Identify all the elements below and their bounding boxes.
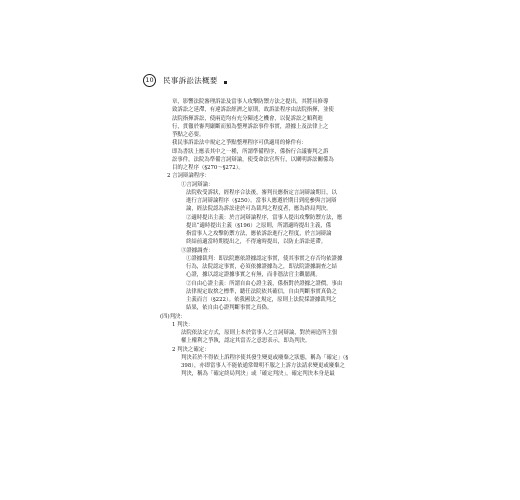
text-line: 法院依法定方式，原則上本於當事人之言詞辯論，對於兩造所主張 bbox=[181, 330, 338, 336]
text-line: 論，經法院認為訴訟達於可為裁判之程度者，應為終局判決。 bbox=[186, 206, 332, 213]
text-line: 我民事訴訟法中規定之爭點整理程序可供適用的條件有： bbox=[172, 140, 307, 147]
text-line: 判決若於不得依上訴程序使其發生變更或廢棄之狀態，稱為「確定」（§ bbox=[181, 354, 349, 361]
running-title: 民事訴訟法概要 bbox=[163, 75, 218, 85]
text-line: 法律規定取捨之標準，聽任法院依其確信，自由判斷事實真偽之 bbox=[186, 288, 337, 295]
text-line: 2 判決之確定： bbox=[172, 346, 210, 353]
text-line: 指當事人之攻擊防禦方法，應依訴訟進行之程度，於言詞辯論 bbox=[186, 231, 332, 237]
text-line: ①證據裁判：即法院應依證據認定事實，使其事實之存否均依證據 bbox=[186, 255, 343, 262]
text-line: 權上權利之爭執，認定其當否之意思表示，即為判決。 bbox=[181, 338, 311, 345]
text-line: 行為，法院認定事實，必須依據證據為之，即法院證據調查之結 bbox=[186, 264, 337, 270]
text-line: 進行言詞辯論程序（§250）。當事人應遵於期日到庭參與言詞辯 bbox=[186, 198, 337, 204]
text-line: 2 言詞辯論程序： bbox=[167, 173, 210, 180]
text-line: 法院指揮訴訟，使兩造均有充分陳述之機會，以促訴訟之順利進 bbox=[172, 115, 323, 122]
text-line: 即為書狀上應表其中之一種，所謂準備程序，係指行合議審判之訴 bbox=[172, 148, 329, 155]
text-line: (四)判決： bbox=[160, 313, 186, 320]
text-line: 心證，據以認定證據事實之有無，而非憑法官主觀臆測。 bbox=[186, 272, 321, 279]
header-mark bbox=[224, 81, 227, 84]
text-line: 終結前適當時期提出之，不得逾時提出，以防止訴訟延滯。 bbox=[186, 239, 327, 246]
text-line: ①言詞辯論： bbox=[181, 181, 214, 188]
page-header bbox=[143, 73, 227, 87]
text-line: 法院收受訴狀，經程序合法後，審判長應指定言詞辯論期日，以 bbox=[186, 189, 337, 196]
text-line: 提出“適時提出主義（§196）之原則，所謂適時提出主義，係 bbox=[186, 222, 332, 229]
page-number: 10 bbox=[143, 74, 156, 87]
page-body bbox=[160, 98, 372, 379]
text-line: 目的之程序（§270～§272）。 bbox=[172, 165, 244, 171]
text-line: 主義而言（§222）。依我國法之規定，原則上法院採證據裁判之 bbox=[186, 297, 337, 303]
text-line: 398），亦即當事人不能依通常聲明不服之上訴方法請求變更或廢棄之 bbox=[181, 363, 345, 369]
text-line: 行，貫徹於審判嚴斷而預為整理訴訟事件事實，證據上及法律上之 bbox=[172, 123, 329, 130]
text-line: ②適時提出主義：於言詞辯論程序，當事人提出攻擊防禦方法，應 bbox=[186, 214, 343, 221]
text-line: 1 判決： bbox=[172, 321, 194, 328]
text-line: 爭點之必要。 bbox=[172, 132, 205, 138]
text-line: ②自由心證主義：所謂自由心證主義，係指對於證據之證價，事由 bbox=[186, 280, 343, 287]
text-line: ③證據調查： bbox=[181, 247, 214, 254]
text-line: 章，影響法院審理訴訟及當事人攻擊防禦方法之提出，其將具修導 bbox=[172, 99, 329, 105]
text-line: 訟事件，法院為準備言詞辯論，使受命法官所行，以闡明訴訟關係為 bbox=[172, 156, 334, 163]
text-line: 致訴訟之延滯，有違訴訟經濟之原則，故訴訟程序由法院指揮，並使 bbox=[172, 107, 334, 114]
text-line: 結果，依自由心證判斷事實之真偽。 bbox=[186, 305, 273, 312]
text-line: 判決，稱為「確定終局判決」或「確定判決」，確定判決本身是最 bbox=[181, 371, 335, 378]
